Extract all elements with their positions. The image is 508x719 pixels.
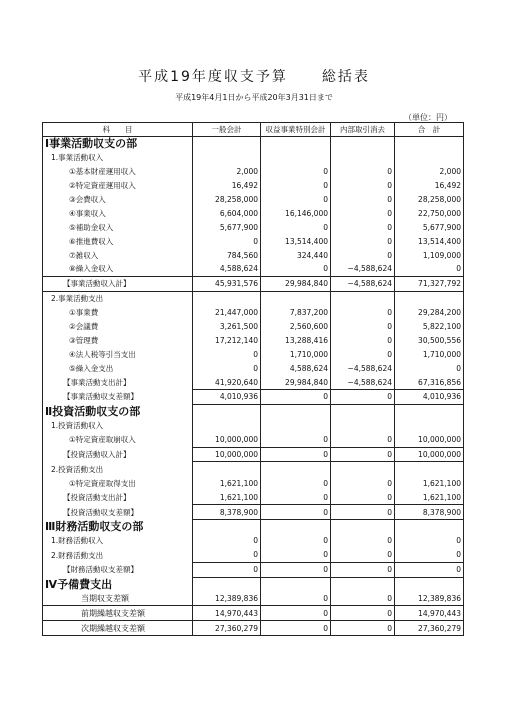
table-row — [43, 447, 464, 462]
cell-general: 10,000,000 — [193, 433, 261, 447]
cell-general: 5,677,900 — [193, 220, 261, 234]
cell-total — [395, 291, 464, 305]
cell-profit: 0 — [261, 447, 331, 462]
budget-table — [42, 122, 464, 636]
row-label: Ⅱ投資活動収支の部 — [43, 404, 193, 418]
table-row — [43, 490, 464, 504]
header-profit: 収益事業特別会計 — [261, 123, 331, 137]
cell-elimination: −4,588,624 — [331, 262, 395, 276]
cell-total: 13,514,400 — [395, 234, 464, 248]
row-label: 前期繰越収支差額 — [43, 606, 193, 621]
table-row — [43, 320, 464, 334]
cell-elimination: 0 — [331, 193, 395, 207]
table-row — [43, 548, 464, 562]
cell-total: 0 — [395, 534, 464, 548]
cell-profit: 0 — [261, 220, 331, 234]
cell-total: 2,000 — [395, 165, 464, 179]
cell-elimination — [331, 419, 395, 433]
cell-general: 0 — [193, 361, 261, 375]
cell-elimination: 0 — [331, 534, 395, 548]
cell-elimination: 0 — [331, 347, 395, 361]
cell-elimination: 0 — [331, 179, 395, 193]
cell-elimination: 0 — [331, 220, 395, 234]
cell-total: 16,492 — [395, 179, 464, 193]
cell-total — [395, 151, 464, 165]
table-row — [43, 206, 464, 220]
cell-profit: 2,560,600 — [261, 320, 331, 334]
cell-elimination: 0 — [331, 433, 395, 447]
cell-general: 45,931,576 — [193, 276, 261, 291]
cell-elimination: −4,588,624 — [331, 361, 395, 375]
period-text: 平成19年4月1日から平成20年3月31日まで — [175, 93, 333, 102]
cell-elimination: 0 — [331, 333, 395, 347]
cell-profit — [261, 462, 331, 476]
cell-total: 30,500,556 — [395, 333, 464, 347]
header-account: 科 目 — [43, 123, 193, 137]
cell-elimination — [331, 151, 395, 165]
cell-profit — [261, 137, 331, 151]
cell-total: 0 — [395, 562, 464, 577]
cell-profit: 29,984,840 — [261, 276, 331, 291]
cell-general — [193, 577, 261, 591]
cell-total: 1,621,100 — [395, 490, 464, 504]
cell-profit: 0 — [261, 505, 331, 520]
title-suffix: 総括表 — [321, 69, 370, 85]
cell-elimination: 0 — [331, 490, 395, 504]
table-row — [43, 347, 464, 361]
cell-elimination: −4,588,624 — [331, 276, 395, 291]
cell-profit: 0 — [261, 262, 331, 276]
cell-total: 71,327,792 — [395, 276, 464, 291]
cell-profit: 324,440 — [261, 248, 331, 262]
cell-elimination: 0 — [331, 206, 395, 220]
cell-general: 10,000,000 — [193, 447, 261, 462]
cell-profit — [261, 291, 331, 305]
cell-elimination: 0 — [331, 505, 395, 520]
cell-total: 14,970,443 — [395, 606, 464, 621]
cell-general: 12,389,836 — [193, 592, 261, 606]
cell-elimination: 0 — [331, 606, 395, 621]
cell-profit: 4,588,624 — [261, 361, 331, 375]
table-row — [43, 137, 464, 151]
table-row — [43, 462, 464, 476]
cell-profit: 0 — [261, 606, 331, 621]
cell-profit: 13,514,400 — [261, 234, 331, 248]
table-row — [43, 404, 464, 418]
cell-general: 16,492 — [193, 179, 261, 193]
row-label: ①基本財産運用収入 — [43, 165, 193, 179]
cell-general — [193, 462, 261, 476]
cell-profit — [261, 577, 331, 591]
row-label: ②会議費 — [43, 320, 193, 334]
table-row — [43, 534, 464, 548]
cell-general: 4,010,936 — [193, 390, 261, 405]
row-label: 次期繰越収支差額 — [43, 621, 193, 636]
table-row — [43, 248, 464, 262]
row-label: 【事業活動収支差額】 — [43, 390, 193, 405]
cell-total: 0 — [395, 262, 464, 276]
table-row — [43, 220, 464, 234]
cell-elimination: 0 — [331, 562, 395, 577]
cell-profit: 0 — [261, 390, 331, 405]
row-label: ①特定資産取崩収入 — [43, 433, 193, 447]
cell-profit: 0 — [261, 433, 331, 447]
cell-profit — [261, 404, 331, 418]
cell-profit: 1,710,000 — [261, 347, 331, 361]
cell-profit: 0 — [261, 165, 331, 179]
cell-general: 0 — [193, 347, 261, 361]
cell-general: 2,000 — [193, 165, 261, 179]
row-label: ④法人税等引当支出 — [43, 347, 193, 361]
cell-general — [193, 520, 261, 534]
cell-total: 8,378,900 — [395, 505, 464, 520]
table-row — [43, 520, 464, 534]
cell-profit: 0 — [261, 548, 331, 562]
header-total: 合 計 — [395, 123, 464, 137]
row-label: 【投資活動収支差額】 — [43, 505, 193, 520]
cell-general: 0 — [193, 534, 261, 548]
cell-elimination: −4,588,624 — [331, 375, 395, 389]
cell-total: 67,316,856 — [395, 375, 464, 389]
table-row — [43, 592, 464, 606]
table-row — [43, 234, 464, 248]
cell-total: 1,710,000 — [395, 347, 464, 361]
cell-general: 8,378,900 — [193, 505, 261, 520]
cell-elimination: 0 — [331, 548, 395, 562]
cell-elimination: 0 — [331, 248, 395, 262]
cell-general: 0 — [193, 548, 261, 562]
row-label: 【財務活動収支差額】 — [43, 562, 193, 577]
cell-elimination — [331, 577, 395, 591]
cell-general: 0 — [193, 562, 261, 577]
cell-profit: 0 — [261, 476, 331, 490]
row-label: ③会費収入 — [43, 193, 193, 207]
table-row — [43, 333, 464, 347]
cell-total: 10,000,000 — [395, 447, 464, 462]
row-label: 【事業活動収入計】 — [43, 276, 193, 291]
table-row — [43, 606, 464, 621]
cell-elimination: 0 — [331, 447, 395, 462]
document-title — [0, 66, 508, 86]
row-label: 1.事業活動収入 — [43, 151, 193, 165]
row-label: ③管理費 — [43, 333, 193, 347]
cell-total: 29,284,200 — [395, 306, 464, 320]
cell-general — [193, 137, 261, 151]
cell-elimination: 0 — [331, 320, 395, 334]
table-row — [43, 361, 464, 375]
cell-total — [395, 520, 464, 534]
row-label: Ⅰ事業活動収支の部 — [43, 137, 193, 151]
table-row — [43, 179, 464, 193]
row-label: Ⅲ財務活動収支の部 — [43, 520, 193, 534]
cell-total: 27,360,279 — [395, 621, 464, 636]
cell-total: 5,677,900 — [395, 220, 464, 234]
unit-label: （単位：円） — [404, 113, 452, 122]
row-label: 【投資活動収入計】 — [43, 447, 193, 462]
table-row — [43, 151, 464, 165]
row-label: 【事業活動支出計】 — [43, 375, 193, 389]
cell-general — [193, 404, 261, 418]
header-elimination: 内部取引消去 — [331, 123, 395, 137]
table-row — [43, 562, 464, 577]
title-main: 平成19年度収支予算 — [138, 69, 288, 85]
cell-total: 0 — [395, 548, 464, 562]
row-label: 2.投資活動支出 — [43, 462, 193, 476]
cell-elimination — [331, 137, 395, 151]
row-label: 1.投資活動収入 — [43, 419, 193, 433]
cell-general: 6,604,000 — [193, 206, 261, 220]
row-label: 【投資活動支出計】 — [43, 490, 193, 504]
cell-general: 3,261,500 — [193, 320, 261, 334]
cell-profit: 0 — [261, 490, 331, 504]
row-label: ⑧繰入金収入 — [43, 262, 193, 276]
cell-elimination: 0 — [331, 621, 395, 636]
cell-profit: 16,146,000 — [261, 206, 331, 220]
cell-profit: 0 — [261, 621, 331, 636]
cell-elimination: 0 — [331, 592, 395, 606]
cell-profit — [261, 419, 331, 433]
cell-profit: 0 — [261, 179, 331, 193]
cell-general: 27,360,279 — [193, 621, 261, 636]
row-label: 2.財務活動支出 — [43, 548, 193, 562]
cell-general: 1,621,100 — [193, 476, 261, 490]
cell-profit: 29,984,840 — [261, 375, 331, 389]
row-label: ⑦雑収入 — [43, 248, 193, 262]
cell-total: 22,750,000 — [395, 206, 464, 220]
cell-total: 4,010,936 — [395, 390, 464, 405]
header-general: 一般会計 — [193, 123, 261, 137]
table-row — [43, 375, 464, 389]
cell-profit — [261, 520, 331, 534]
table-row — [43, 621, 464, 636]
row-label: 当期収支差額 — [43, 592, 193, 606]
cell-total — [395, 577, 464, 591]
cell-total — [395, 137, 464, 151]
table-row — [43, 505, 464, 520]
table-row — [43, 390, 464, 405]
row-label: ⑥推進費収入 — [43, 234, 193, 248]
row-label: 1.財務活動収入 — [43, 534, 193, 548]
cell-elimination: 0 — [331, 390, 395, 405]
table-row — [43, 433, 464, 447]
row-label: 2.事業活動支出 — [43, 291, 193, 305]
cell-total: 1,621,100 — [395, 476, 464, 490]
cell-general — [193, 151, 261, 165]
row-label: ①事業費 — [43, 306, 193, 320]
cell-total — [395, 419, 464, 433]
cell-total — [395, 462, 464, 476]
cell-total: 5,822,100 — [395, 320, 464, 334]
cell-profit: 0 — [261, 592, 331, 606]
cell-elimination — [331, 291, 395, 305]
cell-profit: 0 — [261, 562, 331, 577]
cell-profit: 13,288,416 — [261, 333, 331, 347]
cell-general: 28,258,000 — [193, 193, 261, 207]
cell-profit — [261, 151, 331, 165]
cell-elimination: 0 — [331, 476, 395, 490]
cell-general — [193, 291, 261, 305]
table-row — [43, 165, 464, 179]
table-header-row — [43, 123, 464, 137]
table-row — [43, 262, 464, 276]
table-row — [43, 476, 464, 490]
cell-elimination — [331, 520, 395, 534]
table-row — [43, 306, 464, 320]
cell-general: 14,970,443 — [193, 606, 261, 621]
row-label: ④事業収入 — [43, 206, 193, 220]
cell-total: 12,389,836 — [395, 592, 464, 606]
table-row — [43, 577, 464, 591]
cell-total — [395, 404, 464, 418]
row-label: ⑤繰入金支出 — [43, 361, 193, 375]
cell-total: 10,000,000 — [395, 433, 464, 447]
cell-elimination: 0 — [331, 306, 395, 320]
row-label: ②特定資産運用収入 — [43, 179, 193, 193]
cell-profit: 0 — [261, 193, 331, 207]
row-label: Ⅳ予備費支出 — [43, 577, 193, 591]
cell-general: 1,621,100 — [193, 490, 261, 504]
cell-total: 0 — [395, 361, 464, 375]
cell-elimination — [331, 404, 395, 418]
cell-profit: 7,837,200 — [261, 306, 331, 320]
row-label: ⑤補助金収入 — [43, 220, 193, 234]
cell-general: 4,588,624 — [193, 262, 261, 276]
cell-general: 784,560 — [193, 248, 261, 262]
cell-total: 28,258,000 — [395, 193, 464, 207]
row-label: ①特定資産取得支出 — [43, 476, 193, 490]
cell-elimination: 0 — [331, 234, 395, 248]
cell-general: 0 — [193, 234, 261, 248]
cell-elimination — [331, 462, 395, 476]
table-row — [43, 419, 464, 433]
cell-general: 21,447,000 — [193, 306, 261, 320]
cell-general — [193, 419, 261, 433]
cell-general: 17,212,140 — [193, 333, 261, 347]
table-row — [43, 276, 464, 291]
table-row — [43, 291, 464, 305]
cell-general: 41,920,640 — [193, 375, 261, 389]
cell-elimination: 0 — [331, 165, 395, 179]
cell-profit: 0 — [261, 534, 331, 548]
cell-total: 1,109,000 — [395, 248, 464, 262]
table-row — [43, 193, 464, 207]
